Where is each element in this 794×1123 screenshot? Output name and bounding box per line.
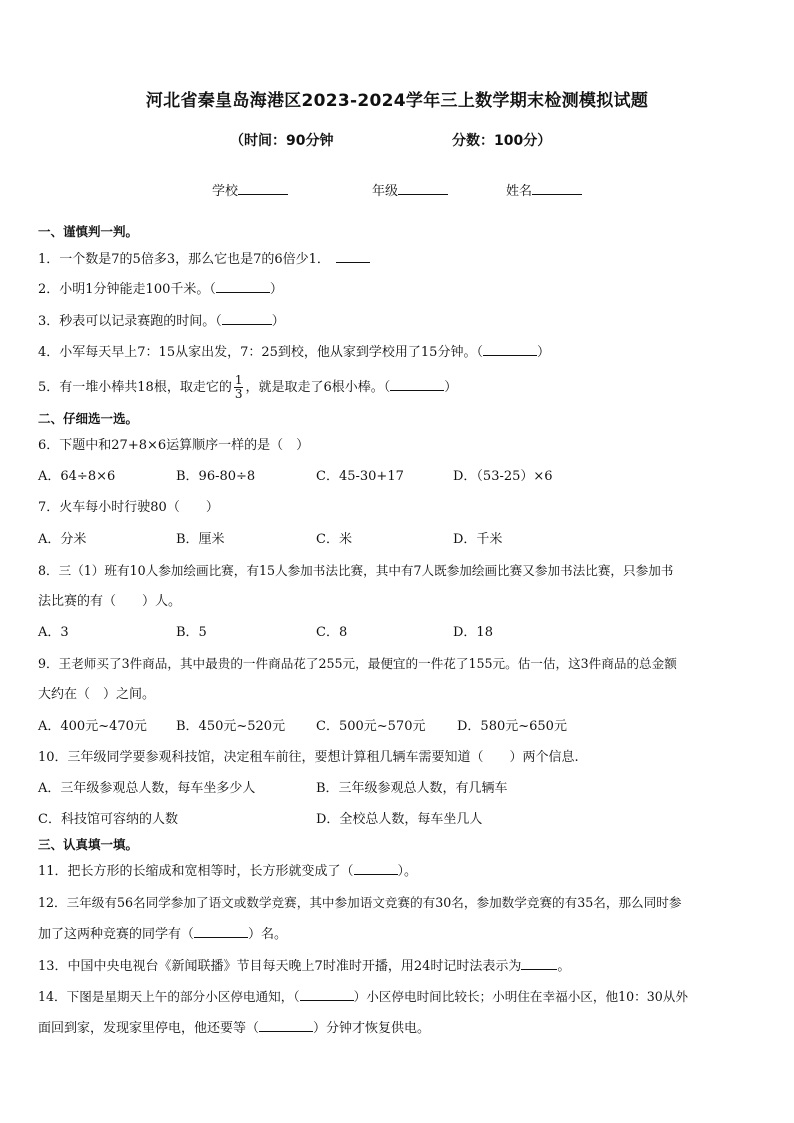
answer-blank-11[interactable] [354, 862, 398, 875]
question-14-text-2: 面回到家，发现家里停电，他还要等（ [38, 1021, 260, 1036]
question-2-text: 2．小明1分钟能走100千米。（ [38, 282, 216, 297]
question-14-text-mid: ）小区停电时间比较长；小明住在幸福小区，他10：30从外 [353, 989, 688, 1004]
question-5 [38, 374, 457, 402]
q6-option-b[interactable]: B．96-80÷8 [176, 469, 256, 484]
question-13 [38, 957, 570, 976]
question-12-line-1: 12．三年级有56名同学参加了语文或数学竞赛，其中参加语文竞赛的有30名，参加数学竞赛的有35名，那么同时参 [38, 895, 682, 910]
close-paren: ） [269, 282, 283, 297]
q10-option-b[interactable]: B．三年级参观总人数，有几辆车 [316, 781, 508, 796]
q7-option-d[interactable]: D．千米 [453, 532, 503, 547]
fraction-numerator: 1 [234, 373, 243, 387]
question-10: 10．三年级同学要参观科技馆，决定租车前往，要想计算租几辆车需要知道（ ）两个信息. [38, 750, 579, 765]
name-field[interactable] [506, 180, 582, 199]
question-8-line-1: 8．三（1）班有10人参加绘画比赛，有15人参加书法比赛，其中有7人既参加绘画比赛又参加书法比赛，只参加书 [38, 563, 674, 578]
answer-blank-14b[interactable] [259, 1019, 313, 1032]
q9-option-d[interactable]: D．580元~650元 [457, 719, 567, 734]
question-4 [38, 343, 550, 362]
question-14-text-end: ）分钟才恢复供电。 [313, 1021, 431, 1036]
q8-option-b[interactable]: B．5 [176, 625, 207, 640]
exam-time: （时间：90分钟 [230, 133, 334, 149]
q9-option-c[interactable]: C．500元~570元 [316, 719, 426, 734]
question-13-text: 13．中国中央电视台《新闻联播》节目每天晚上7时准时开播，用24时记时法表示为 [38, 959, 522, 974]
question-9-line-2: 大约在（ ）之间。 [38, 687, 156, 702]
q8-option-d[interactable]: D．18 [453, 625, 493, 640]
fraction-one-third [234, 374, 244, 401]
name-blank[interactable] [532, 181, 582, 195]
section-heading-1: 一、谨慎判一判。 [38, 224, 139, 239]
question-14-line-1 [38, 988, 688, 1006]
q9-option-b[interactable]: B．450元~520元 [176, 719, 286, 734]
grade-field[interactable] [372, 180, 448, 199]
fraction-denominator: 3 [234, 387, 243, 401]
q10-option-d[interactable]: D．全校总人数，每车坐几人 [316, 812, 483, 827]
question-3-text: 3．秒表可以记录赛跑的时间。（ [38, 314, 222, 329]
question-8-line-2: 法比赛的有（ ）人。 [38, 594, 182, 609]
question-9-line-1: 9．王老师买了3件商品，其中最贵的一件商品花了255元，最便宜的一件花了155元。估一估，这3件商品的总金额 [38, 656, 677, 671]
answer-blank-12[interactable] [194, 925, 248, 938]
q10-option-a[interactable]: A．三年级参观总人数，每车坐多少人 [38, 781, 256, 796]
q8-option-c[interactable]: C．8 [316, 625, 348, 640]
q6-option-d[interactable]: D．（53-25）×6 [453, 469, 553, 484]
section-heading-2: 二、仔细选一选。 [38, 411, 139, 426]
question-13-text-end: 。 [557, 959, 571, 974]
q7-option-a[interactable]: A．分米 [38, 532, 87, 547]
q7-option-b[interactable]: B．厘米 [176, 532, 225, 547]
answer-blank-4[interactable] [483, 343, 537, 356]
close-paren: ） [536, 345, 550, 360]
q6-option-a[interactable]: A．64÷8×6 [38, 469, 116, 484]
question-4-text: 4．小军每天早上7：15从家出发，7：25到校，他从家到学校用了15分钟。（ [38, 345, 483, 360]
question-12-text: 加了这两种竞赛的同学有（ [38, 927, 195, 942]
q7-option-c[interactable]: C．米 [316, 532, 352, 547]
close-paren: ） [444, 380, 458, 395]
answer-blank-1[interactable] [336, 250, 370, 263]
question-7: 7．火车每小时行驶80（ ） [38, 500, 219, 515]
close-paren: ） [271, 314, 285, 329]
answer-blank-3[interactable] [222, 312, 272, 325]
question-11-text-end: ）。 [397, 864, 418, 879]
q9-option-a[interactable]: A．400元~470元 [38, 719, 147, 734]
question-2 [38, 280, 283, 299]
q10-option-c[interactable]: C．科技馆可容纳的人数 [38, 812, 178, 827]
q6-option-c[interactable]: C．45-30+17 [316, 469, 404, 484]
exam-score: 分数：100分） [452, 133, 552, 149]
q8-option-a[interactable]: A．3 [38, 625, 69, 640]
question-1-text: 1．一个数是7的5倍多3，那么它也是7的6倍少1． [38, 252, 330, 267]
question-5-text: 5．有一堆小棒共18根，取走它的 [38, 380, 232, 395]
section-heading-3: 三、认真填一填。 [38, 837, 139, 852]
page-title: 河北省秦皇岛海港区2023-2024学年三上数学期末检测模拟试题 [145, 91, 649, 111]
answer-blank-14a[interactable] [300, 988, 354, 1001]
question-12-text-end: ）名。 [248, 927, 288, 942]
grade-label: 年级 [372, 184, 399, 199]
question-12-line-2 [38, 925, 287, 944]
question-14-text: 14．下图是星期天上午的部分小区停电通知，（ [38, 989, 300, 1004]
question-3 [38, 312, 285, 331]
answer-blank-2[interactable] [216, 280, 270, 293]
answer-blank-5[interactable] [390, 378, 444, 391]
grade-blank[interactable] [398, 181, 448, 195]
answer-blank-13[interactable] [521, 957, 557, 970]
school-field[interactable] [212, 180, 288, 199]
name-label: 姓名 [506, 184, 533, 199]
school-blank[interactable] [238, 181, 288, 195]
question-5-text-end: ，就是取走了6根小棒。（ [245, 380, 391, 395]
school-label: 学校 [212, 184, 239, 199]
question-1 [38, 250, 370, 269]
question-6: 6．下题中和27+8×6运算顺序一样的是（ ） [38, 438, 310, 453]
question-14-line-2 [38, 1019, 430, 1038]
question-11 [38, 862, 417, 881]
question-11-text: 11．把长方形的长缩成和宽相等时，长方形就变成了（ [38, 864, 354, 879]
